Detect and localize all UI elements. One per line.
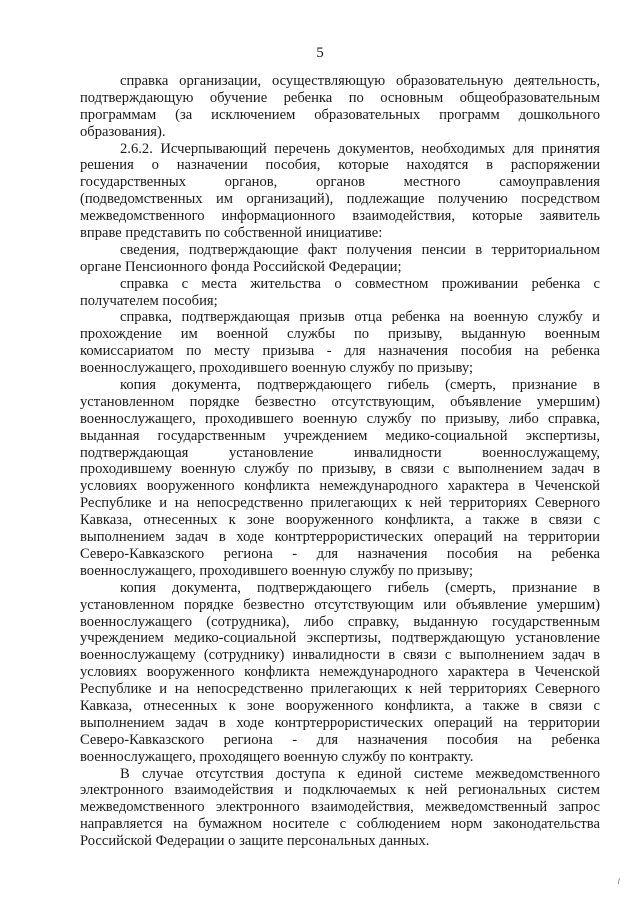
text-line: выданная государственным учреждением медико-социальной экспертизы, <box>80 427 600 444</box>
text-line: справка с места жительства о совместном проживании ребенка с <box>120 275 600 292</box>
page-number: 5 <box>316 45 324 61</box>
text-line: подтверждающую обучение ребенка по основным общеобразовательным <box>80 89 600 106</box>
text-line: Российской Федерации о защите персональных данных. <box>80 833 430 850</box>
text-line: Республике и на непосредственно прилегающих к ней территориях Северного <box>80 681 600 698</box>
text-line: образования). <box>80 123 166 140</box>
document-body <box>80 73 600 850</box>
text-line: учреждением медико-социальной экспертизы, подтверждающую установление <box>80 630 600 647</box>
scan-mark: ⸝ <box>610 871 624 887</box>
paragraph-p7 <box>80 580 600 766</box>
text-line: военнослужащего, проходившего военную службу по призыву, либо справка, <box>80 410 600 427</box>
text-line: (подведомственных им организаций), подлежащие получению посредством <box>80 191 600 208</box>
text-line: межведомственного информационного взаимодействия, которые заявитель <box>80 208 600 225</box>
text-line: 2.6.2. Исчерпывающий перечень документов, необходимых для принятия <box>120 140 600 157</box>
text-line: направляется на бумажном носителе с соблюдением норм законодательства <box>80 816 600 833</box>
paragraph-p4 <box>80 276 600 310</box>
paragraph-p2 <box>80 141 600 242</box>
text-line: подтверждающая установление инвалидности военнослужащему, <box>80 444 600 461</box>
text-line: справка, подтверждающая призыв отца ребенка на военную службу и <box>120 309 600 326</box>
text-line: справка организации, осуществляющую образовательную деятельность, <box>120 73 600 89</box>
paragraph-p1 <box>80 73 600 141</box>
text-line: комиссариатом по месту призыва - для назначения пособия на ребенка <box>80 343 600 360</box>
text-line: вправе представить по собственной инициативе: <box>80 225 383 242</box>
text-line: военнослужащего, проходившего военную службу по призыву; <box>80 360 474 377</box>
text-line: установленном порядке безвестно отсутствующим, объявление умершим) <box>80 393 600 410</box>
text-line: получателем пособия; <box>80 292 218 309</box>
text-line: В случае отсутствия доступа к единой системе межведомственного <box>120 765 600 782</box>
paragraph-p6 <box>80 377 600 580</box>
text-line: военнослужащего (сотрудника), либо справку, выданную государственным <box>80 613 600 630</box>
text-line: выполнением задач в ходе контртеррористических операций на территории <box>80 714 600 731</box>
text-line: копия документа, подтверждающего гибель (смерть, признание в <box>120 377 600 394</box>
text-line: программам (за исключением образовательных программ дошкольного <box>80 106 600 123</box>
text-line: органе Пенсионного фонда Российской Федерации; <box>80 258 402 275</box>
text-line: прохождение им военной службы по призыву, выданную военным <box>80 326 600 343</box>
text-line: межведомственного электронного взаимодействия, межведомственный запрос <box>80 799 600 816</box>
text-line: военнослужащего, проходящего военную службу по контракту. <box>80 748 474 765</box>
text-line: проходившему военную службу по призыву, в связи с выполнением задач в <box>80 461 600 478</box>
text-line: сведения, подтверждающие факт получения пенсии в территориальном <box>120 241 600 258</box>
text-line: выполнением задач в ходе контртеррористических операций на территории <box>80 529 600 546</box>
text-line: военнослужащему (сотруднику) инвалидности в связи с выполнением задач в <box>80 647 600 664</box>
text-line: Северо-Кавказского региона - для назначения пособия на ребенка <box>80 731 600 748</box>
text-line: государственных органов, органов местного самоуправления <box>80 174 600 191</box>
text-line: Кавказа, отнесенных к зоне вооруженного конфликта, а также в связи с <box>80 697 600 714</box>
text-line: копия документа, подтверждающего гибель (смерть, признание в <box>120 579 600 596</box>
paragraph-p3 <box>80 242 600 276</box>
text-line: условиях вооруженного конфликта немеждународного характера в Чеченской <box>80 664 600 681</box>
text-line: Республике и на непосредственно прилегающих к ней территориях Северного <box>80 495 600 512</box>
text-line: военнослужащего, проходившего военную службу по призыву; <box>80 562 474 579</box>
text-line: Северо-Кавказского региона - для назначения пособия на ребенка <box>80 545 600 562</box>
paragraph-p8 <box>80 766 600 850</box>
paragraph-p5 <box>80 309 600 377</box>
text-line: условиях вооруженного конфликта немеждународного характера в Чеченской <box>80 478 600 495</box>
text-line: решения о назначении пособия, которые находятся в распоряжении <box>80 157 600 174</box>
text-line: электронного взаимодействия и подключаемых к ней региональных систем <box>80 782 600 799</box>
text-line: Кавказа, отнесенных к зоне вооруженного конфликта, а также в связи с <box>80 512 600 529</box>
text-line: установленном порядке безвестно отсутствующим или объявление умершим) <box>80 596 600 613</box>
